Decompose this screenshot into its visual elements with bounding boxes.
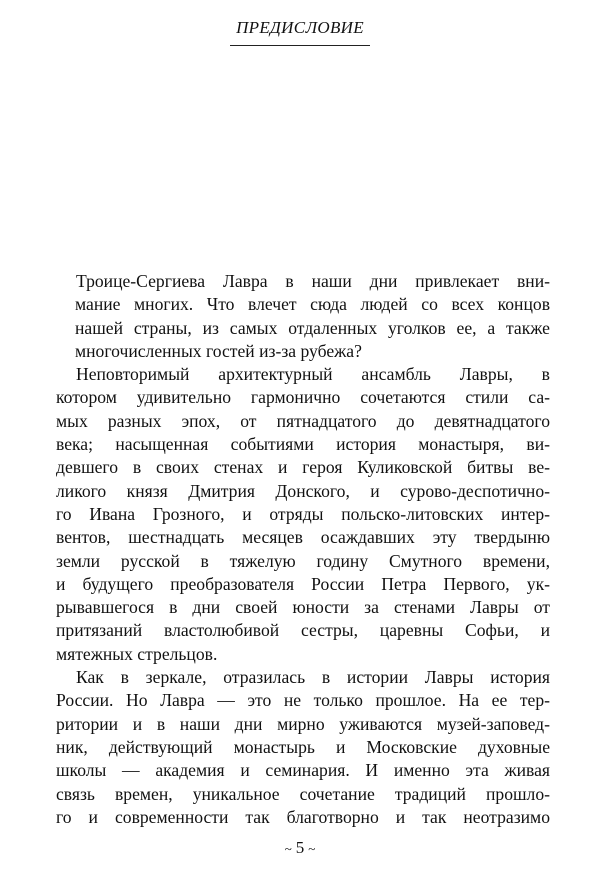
- paragraph-2: [56, 363, 550, 666]
- text-line: нашей страны, из самых отдаленных уголков ее, а также: [75, 317, 550, 338]
- text-line: и будущего преобразователя России Петра Первого, ук-: [56, 573, 550, 594]
- paragraph-3: [56, 666, 550, 829]
- chapter-title: ПРЕДИСЛОВИЕ: [236, 18, 364, 37]
- text-line: земли русской в тяжелую годину Смутного времени,: [56, 550, 550, 571]
- text-line: школы — академия и семинария. И именно эта живая: [56, 760, 550, 781]
- text-line: мых разных эпох, от пятнадцатого до девятнадцатого: [56, 410, 550, 431]
- text-line: го и современности так благотворно и так неотразимо: [56, 806, 550, 827]
- text-line: века; насыщенная событиями история монастыря, ви-: [56, 434, 550, 455]
- text-line: связь времен, уникальное сочетание традиций прошло-: [56, 783, 550, 804]
- text-line: притязаний властолюбивой сестры, царевны Софьи, и: [56, 620, 550, 641]
- running-head-rule: [230, 45, 370, 46]
- text-line: мятежных стрельцов.: [56, 643, 218, 664]
- folio-ornament-right: ~: [308, 841, 316, 857]
- page-number: 5: [295, 838, 305, 857]
- folio-ornament-left: ~: [284, 841, 292, 857]
- text-line: котором удивительно гармонично сочетаются стили са-: [56, 387, 550, 408]
- text-line: многочисленных гостей из-за рубежа?: [75, 340, 362, 361]
- text-line: Троице-Сергиева Лавра в наши дни привлекает вни-: [76, 271, 550, 291]
- running-head: [0, 18, 600, 41]
- text-line: ликого князя Дмитрия Донского, и сурово-деспотично-: [56, 480, 550, 501]
- text-line: ник, действующий монастырь и Московские духовные: [56, 736, 550, 757]
- page-number-footer: [0, 838, 600, 858]
- paragraph-1: [76, 270, 550, 363]
- text-line: Неповторимый архитектурный ансамбль Лавры, в: [76, 364, 550, 385]
- text-line: ритории и в наши дни мирно уживаются музей-заповед-: [56, 713, 550, 734]
- text-line: девшего в своих стенах и героя Куликовской битвы ве-: [56, 457, 550, 478]
- body-text: [56, 270, 550, 829]
- text-line: мание многих. Что влечет сюда людей со всех концов: [75, 294, 550, 315]
- text-line: рывавшегося в дни своей юности за стенами Лавры от: [56, 597, 550, 618]
- text-line: го Ивана Грозного, и отряды польско-литовских интер-: [56, 503, 550, 524]
- text-line: вентов, шестнадцать месяцев осаждавших эту твердыню: [56, 527, 550, 548]
- text-line: России. Но Лавра — это не только прошлое. На ее тер-: [56, 690, 550, 711]
- text-line: Как в зеркале, отразилась в истории Лавры история: [76, 667, 550, 688]
